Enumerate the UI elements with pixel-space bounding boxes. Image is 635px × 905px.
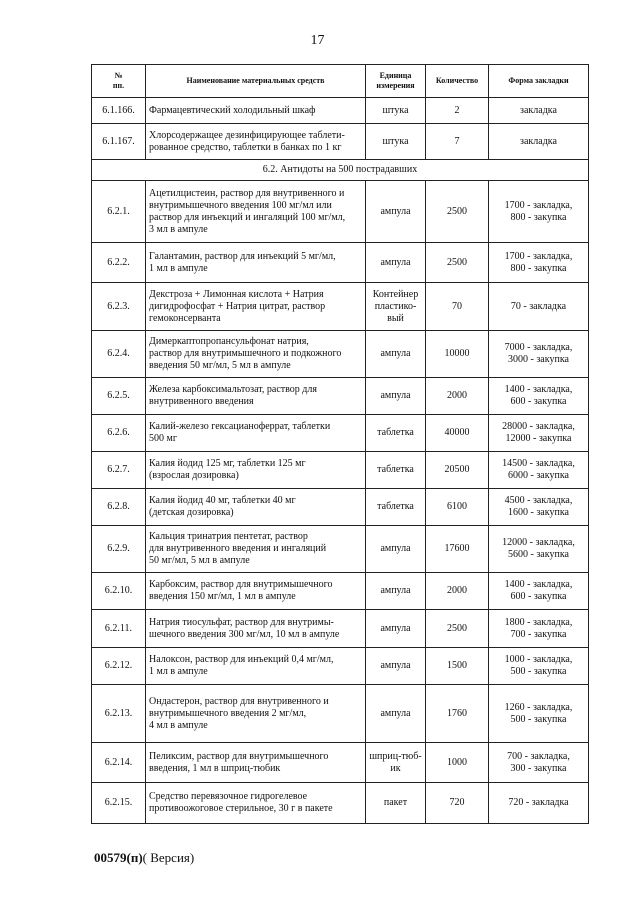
cell-name: Ацетилцистеин, раствор для внутривенного и внутримышечного введения 100 мг/мл или раствор для инъекций и ингаляций 100 мг/мл, 3 мл в ампуле: [146, 181, 366, 243]
table-row: [92, 743, 589, 783]
cell-qty: 70: [426, 283, 489, 331]
cell-qty: 1500: [426, 648, 489, 685]
cell-num: 6.2.14.: [92, 743, 146, 783]
document-version: ( Версия): [142, 850, 195, 865]
cell-unit: шприц-тюб- ик: [366, 743, 426, 783]
cell-num: 6.2.8.: [92, 489, 146, 526]
table-row: [92, 283, 589, 331]
cell-num: 6.2.2.: [92, 243, 146, 283]
cell-form: 1700 - закладка, 800 - закупка: [489, 181, 589, 243]
cell-name: Налоксон, раствор для инъекций 0,4 мг/мл, 1 мл в ампуле: [146, 648, 366, 685]
cell-num: 6.2.12.: [92, 648, 146, 685]
table-row: [92, 415, 589, 452]
table-row: [92, 489, 589, 526]
cell-form: 12000 - закладка, 5600 - закупка: [489, 526, 589, 573]
cell-form: закладка: [489, 98, 589, 124]
cell-name: Декстроза + Лимонная кислота + Натрия дигидрофосфат + Натрия цитрат, раствор гемоконсерванта: [146, 283, 366, 331]
page-number: 17: [310, 33, 325, 48]
table-header-row: [92, 65, 589, 98]
table-row: [92, 685, 589, 743]
cell-form: 4500 - закладка, 1600 - закупка: [489, 489, 589, 526]
table-row: [92, 243, 589, 283]
cell-qty: 6100: [426, 489, 489, 526]
table-row: [92, 526, 589, 573]
cell-name: Фармацевтический холодильный шкаф: [146, 98, 366, 124]
table-row: [92, 378, 589, 415]
table-row: [92, 181, 589, 243]
table-row: [92, 452, 589, 489]
cell-qty: 1000: [426, 743, 489, 783]
cell-form: 70 - закладка: [489, 283, 589, 331]
cell-num: 6.2.1.: [92, 181, 146, 243]
cell-num: 6.2.13.: [92, 685, 146, 743]
cell-unit: таблетка: [366, 415, 426, 452]
cell-unit: ампула: [366, 378, 426, 415]
table-row: [92, 783, 589, 824]
cell-qty: 10000: [426, 331, 489, 378]
header-qty: Количество: [426, 65, 489, 98]
table-row: [92, 573, 589, 610]
table-row: [92, 610, 589, 648]
section-title: 6.2. Антидоты на 500 пострадавших: [92, 160, 589, 181]
cell-name: Хлорсодержащее дезинфицирующее таблети- рованное средство, таблетки в банках по 1 кг: [146, 124, 366, 160]
cell-num: 6.1.166.: [92, 98, 146, 124]
cell-name: Калия йодид 40 мг, таблетки 40 мг (детская дозировка): [146, 489, 366, 526]
cell-unit: ампула: [366, 685, 426, 743]
cell-form: 1000 - закладка, 500 - закупка: [489, 648, 589, 685]
cell-num: 6.1.167.: [92, 124, 146, 160]
cell-qty: 2000: [426, 573, 489, 610]
cell-name: Кальция тринатрия пентетат, раствор для внутривенного введения и ингаляций 50 мг/мл, 5 мл в ампуле: [146, 526, 366, 573]
cell-unit: Контейнер пластико- вый: [366, 283, 426, 331]
cell-qty: 2500: [426, 610, 489, 648]
table-row: [92, 331, 589, 378]
header-name: Наименование материальных средств: [146, 65, 366, 98]
table-row: [92, 124, 589, 160]
header-form: Форма закладки: [489, 65, 589, 98]
cell-name: Калий-железо гексацианоферрат, таблетки 500 мг: [146, 415, 366, 452]
cell-qty: 20500: [426, 452, 489, 489]
cell-qty: 2500: [426, 243, 489, 283]
cell-name: Калия йодид 125 мг, таблетки 125 мг (взрослая дозировка): [146, 452, 366, 489]
document-footer: [94, 850, 194, 866]
cell-qty: 7: [426, 124, 489, 160]
cell-num: 6.2.15.: [92, 783, 146, 824]
cell-num: 6.2.11.: [92, 610, 146, 648]
header-unit: Единица измерения: [366, 65, 426, 98]
cell-num: 6.2.7.: [92, 452, 146, 489]
cell-form: 14500 - закладка, 6000 - закупка: [489, 452, 589, 489]
cell-unit: пакет: [366, 783, 426, 824]
cell-qty: 2500: [426, 181, 489, 243]
header-num: № пп.: [92, 65, 146, 98]
cell-form: 700 - закладка, 300 - закупка: [489, 743, 589, 783]
cell-form: 1800 - закладка, 700 - закупка: [489, 610, 589, 648]
cell-form: 7000 - закладка, 3000 - закупка: [489, 331, 589, 378]
cell-unit: ампула: [366, 648, 426, 685]
cell-qty: 1760: [426, 685, 489, 743]
cell-unit: таблетка: [366, 489, 426, 526]
cell-num: 6.2.3.: [92, 283, 146, 331]
cell-num: 6.2.9.: [92, 526, 146, 573]
cell-qty: 2: [426, 98, 489, 124]
cell-form: 1260 - закладка, 500 - закупка: [489, 685, 589, 743]
cell-unit: ампула: [366, 610, 426, 648]
cell-unit: штука: [366, 124, 426, 160]
cell-qty: 2000: [426, 378, 489, 415]
table-row: [92, 98, 589, 124]
cell-qty: 720: [426, 783, 489, 824]
section-row: [92, 160, 589, 181]
cell-name: Галантамин, раствор для инъекций 5 мг/мл, 1 мл в ампуле: [146, 243, 366, 283]
cell-qty: 40000: [426, 415, 489, 452]
cell-unit: ампула: [366, 331, 426, 378]
cell-form: 1400 - закладка, 600 - закупка: [489, 573, 589, 610]
cell-form: 28000 - закладка, 12000 - закупка: [489, 415, 589, 452]
cell-name: Карбоксим, раствор для внутримышечного введения 150 мг/мл, 1 мл в ампуле: [146, 573, 366, 610]
cell-name: Железа карбоксимальтозат, раствор для внутривенного введения: [146, 378, 366, 415]
cell-num: 6.2.5.: [92, 378, 146, 415]
cell-name: Пеликсим, раствор для внутримышечного введения, 1 мл в шприц-тюбик: [146, 743, 366, 783]
cell-unit: ампула: [366, 573, 426, 610]
cell-name: Ондастерон, раствор для внутривенного и внутримышечного введения 2 мг/мл, 4 мл в ампуле: [146, 685, 366, 743]
cell-form: закладка: [489, 124, 589, 160]
cell-num: 6.2.6.: [92, 415, 146, 452]
table-row: [92, 648, 589, 685]
cell-num: 6.2.4.: [92, 331, 146, 378]
cell-unit: ампула: [366, 526, 426, 573]
cell-num: 6.2.10.: [92, 573, 146, 610]
cell-unit: штука: [366, 98, 426, 124]
cell-unit: ампула: [366, 243, 426, 283]
cell-name: Средство перевязочное гидрогелевое противоожоговое стерильное, 30 г в пакете: [146, 783, 366, 824]
cell-unit: ампула: [366, 181, 426, 243]
cell-name: Натрия тиосульфат, раствор для внутримы- шечного введения 300 мг/мл, 10 мл в ампуле: [146, 610, 366, 648]
cell-name: Димеркаптопропансульфонат натрия, раствор для внутримышечного и подкожного введения 50 мг/мл, 5 мл в ампуле: [146, 331, 366, 378]
cell-form: 1700 - закладка, 800 - закупка: [489, 243, 589, 283]
document-code: 00579(п): [94, 850, 143, 865]
cell-form: 720 - закладка: [489, 783, 589, 824]
cell-qty: 17600: [426, 526, 489, 573]
materials-table: [91, 64, 589, 824]
cell-form: 1400 - закладка, 600 - закупка: [489, 378, 589, 415]
cell-unit: таблетка: [366, 452, 426, 489]
